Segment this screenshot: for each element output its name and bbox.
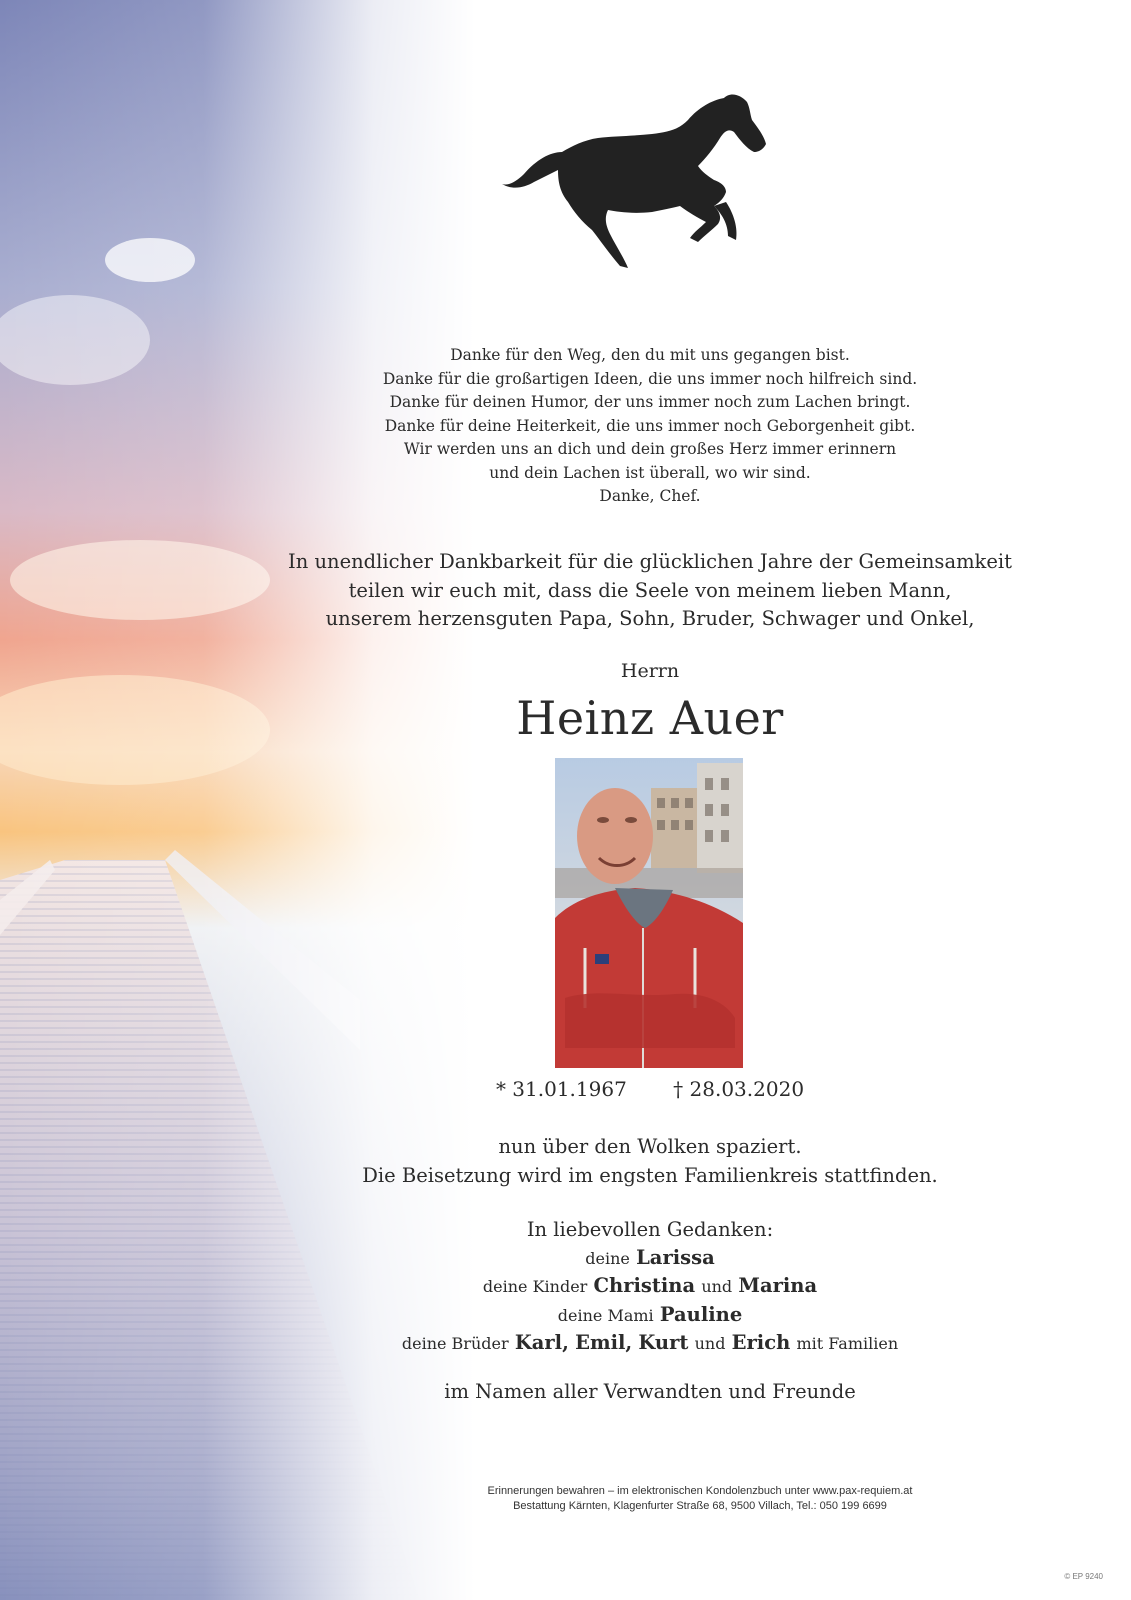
- birth-date: * 31.01.1967: [495, 1077, 627, 1101]
- deceased-name: Heinz Auer: [516, 691, 784, 745]
- intro-line: teilen wir euch mit, dass die Seele von meinem lieben Mann,: [348, 578, 952, 602]
- poem-line: Danke für deine Heiterkeit, die uns immer noch Geborgenheit gibt.: [384, 416, 916, 435]
- poem-line: Wir werden uns an dich und dein großes Herz immer erinnern: [403, 440, 897, 458]
- footer: [380, 1484, 1020, 1514]
- mourner-line: deine Larissa: [585, 1245, 715, 1269]
- announcement-outro: [270, 1132, 1030, 1190]
- poem-line: Danke, Chef.: [599, 487, 701, 505]
- intro-line: In unendlicher Dankbarkeit für die glücklichen Jahre der Gemeinsamkeit: [288, 550, 1012, 573]
- poem-line: Danke für den Weg, den du mit uns gegangen bist.: [450, 346, 850, 364]
- outro-line: nun über den Wolken spaziert.: [498, 1135, 802, 1158]
- gratitude-poem: [270, 344, 1030, 509]
- death-date: † 28.03.2020: [673, 1077, 805, 1101]
- intro-line: unserem herzensguten Papa, Sohn, Bruder, Schwager und Onkel,: [325, 607, 975, 630]
- footer-condolence-line: Erinnerungen bewahren – im elektronischen Kondolenzbuch unter www.pax-requiem.at: [487, 1485, 913, 1497]
- template-code: © EP 9240: [1064, 1572, 1103, 1581]
- mourner-line: deine Kinder Christina und Marina: [482, 1274, 818, 1297]
- salutation: Herrn: [620, 660, 680, 682]
- mourner-line: deine Brüder Karl, Emil, Kurt und Erich mit Familien: [401, 1331, 899, 1354]
- footer-address-line: Bestattung Kärnten, Klagenfurter Straße 68, 9500 Villach, Tel.: 050 199 6699: [513, 1500, 887, 1512]
- poem-line: Danke für deinen Humor, der uns immer noch zum Lachen bringt.: [389, 393, 911, 411]
- outro-line: Die Beisetzung wird im engsten Familienkreis stattfinden.: [362, 1164, 938, 1187]
- poem-line: Danke für die großartigen Ideen, die uns immer noch hilfreich sind.: [382, 369, 918, 388]
- closing-line: im Namen aller Verwandten und Freunde: [444, 1380, 856, 1403]
- mourners-list: [270, 1216, 1030, 1358]
- poem-line: und dein Lachen ist überall, wo wir sind.: [489, 463, 811, 482]
- horse-silhouette-icon: [502, 90, 772, 275]
- announcement-intro: [270, 548, 1030, 634]
- life-dates: [270, 1077, 1030, 1101]
- portrait-photo: [555, 758, 743, 1068]
- mourners-heading: In liebevollen Gedanken:: [526, 1218, 774, 1241]
- mourner-line: deine Mami Pauline: [557, 1302, 743, 1326]
